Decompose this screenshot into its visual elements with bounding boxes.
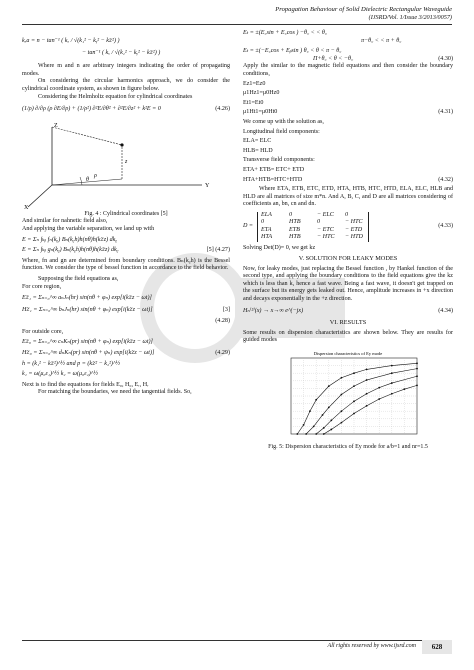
label-z: Z <box>54 122 58 129</box>
boundary-condition: Ez1=Ez0 <box>243 80 266 87</box>
paragraph: On considering the circular harmonics approach, we do consider the cylindrical coordinate system, as shown in figure below. <box>22 78 230 92</box>
paragraph: For outside core, <box>22 328 64 335</box>
data-point <box>323 433 325 435</box>
equation-ka-2: − tan⁻¹ ( kₓ / √(k₁² − kᵧ² − k𝑧²) ) <box>82 49 161 56</box>
paragraph: Next is to find the equations for fields E₀, H₀, Eᵣ, Hᵣ <box>22 381 149 388</box>
page-number: 628 <box>422 640 452 654</box>
data-point <box>416 368 418 370</box>
data-point <box>303 424 305 426</box>
equation-E1: E = Σₙ ∫ₖᵦ fₙ(kᵨ) Bₙ(kᵨh)h(nθ)h(k𝑧z) dkᵨ <box>22 236 118 243</box>
paragraph: Longitudinal field components: <box>243 128 320 135</box>
data-point <box>366 369 368 371</box>
theta-arc <box>80 177 82 185</box>
section-heading-results: VI. RESULTS <box>329 319 367 327</box>
paragraph: Supposing the field equations as, <box>38 275 119 282</box>
data-point <box>296 433 298 435</box>
data-point <box>416 384 418 386</box>
paragraph: We come up with the solution as, <box>243 118 324 125</box>
paragraph: Solving Det(D)= 0, we get kz <box>243 244 316 251</box>
matrix-D-body <box>257 212 369 242</box>
data-point <box>391 382 393 384</box>
matrix-D-equation: D = ELA 0 − ELC 0 0 HTB 0 − HTC ETA ETB − ETC − ETD HTA HTB − HTC − HTD (4.33) <box>243 211 453 241</box>
data-point <box>315 433 317 435</box>
label-theta: θ <box>86 176 89 183</box>
cylindrical-coordinates-diagram <box>22 119 230 211</box>
paragraph: And similar for nahnetic field also, <box>22 218 108 225</box>
figure-5-caption: Fig. 5: Dispersion characteristics of Ey mode for a/b=1 and nr=1.5 <box>268 444 428 451</box>
data-point <box>378 398 380 400</box>
data-point <box>341 377 343 379</box>
paragraph: Where, fn and gn are determined from boundary conditions. Bₙ(kᵨh) is the Bessel function. We consider the type of bessel function in accordance to the field behavior. <box>22 257 230 272</box>
data-point <box>353 400 355 402</box>
boundary-condition: μ1Hz1=μ0Hz0 <box>243 90 280 97</box>
footer-rights: All rights reserved by www.ijsrd.com <box>327 643 416 649</box>
data-point <box>341 410 343 412</box>
data-point <box>391 393 393 395</box>
x-axis <box>28 185 52 207</box>
paragraph: Transverse field components: <box>243 157 315 164</box>
data-point <box>341 394 343 396</box>
boundary-condition: Et1=Et0 <box>243 99 264 106</box>
data-point <box>313 426 315 428</box>
top-projection <box>52 127 122 145</box>
right-column <box>243 30 453 452</box>
equation-Ez1: E𝑧₁ = Σₙ₌₀^∞ aₙJₙ(hr) sin(nθ + φₙ) exp[i(k𝑧z − ωt)] <box>22 295 152 302</box>
paragraph: For matching the boundaries, we need the tangential fields. So, <box>38 389 192 396</box>
longitudinal-component: ELA= ELC <box>243 138 272 145</box>
equation-ka: kₓa = n − tan⁻¹ ( kₓ / √(k₁² − kᵧ² − k𝑧²) ) <box>22 38 120 44</box>
matrix-row: 0 HTB 0 − HTC <box>261 219 363 226</box>
longitudinal-component: HLB= HLD <box>243 147 273 154</box>
equation-4-34: Hₙ⁽²⁾(x) → x→∞ e^(−jx) (4.34) <box>243 307 453 314</box>
data-point <box>323 427 325 429</box>
header-journal: (IJSRD/Vol. 1/Issue 3/2013/0057) <box>368 14 452 21</box>
data-point <box>341 422 343 424</box>
data-point <box>322 414 324 416</box>
data-point <box>366 405 368 407</box>
data-point <box>305 433 307 435</box>
dispersion-chart <box>273 348 423 444</box>
data-point <box>353 385 355 387</box>
data-point <box>330 429 332 431</box>
data-point <box>416 375 418 377</box>
matrix-row: ETA ETB − ETC − ETD <box>261 226 363 233</box>
data-point <box>366 393 368 395</box>
paragraph: Apply the similar to the magnetic field equations and then consider the boundary conditions, <box>243 63 453 77</box>
equation-Et1: Eₜ = ±(E꜀sin + E꜀cos ) −θ꜀ < < θ꜀ <box>243 30 327 36</box>
matrix-D: D = ELA 0 − ELC 0 0 HTB 0 − HTC ETA ETB − ETC − ETD HTA HTB − HTC − HTD <box>243 212 369 242</box>
data-point <box>328 407 330 409</box>
label-y: Y <box>205 182 210 189</box>
label-x: X <box>24 204 29 211</box>
equation-E2: E = Σₙ ∫ₖᵦ gₙ(kᵨ) Bₙ(kᵨh)h(nθ)h(k𝑧z) dkᵨ [5] (4.27) <box>22 247 230 254</box>
data-point <box>391 372 393 374</box>
label-z-small: z <box>125 158 128 165</box>
data-point <box>353 413 355 415</box>
header-title: Propagation Behaviour of Solid Dielectric Rectangular Waveguide <box>275 6 452 13</box>
paragraph: Considering the Helmholtz equation for cylindrical coordinates <box>38 93 193 100</box>
equation-Et1-range: π−θ꜀ < < π + θ꜀ <box>361 37 402 44</box>
paragraph: Now, for leaky modes, just replacing the Bessel function , by Hankel function of the second type, and applying the boundary conditions to the field equations give the kz which is less than k, hence a fast wave. Being a fast wave, it doesn't get trapped on the surface but its energy gets leaked out. Hence, amplitude increases in +x direction and decays exponentially in the +z direction. <box>243 265 453 303</box>
transverse-component-row: HTA+HTB=HTC+HTD (4.32) <box>243 176 453 183</box>
paragraph: And applying the variable separation, we land up with <box>22 225 155 232</box>
data-point <box>378 387 380 389</box>
matrix-row: HTA HTB − HTC − HTD <box>261 234 363 241</box>
data-point <box>391 365 393 367</box>
data-point <box>353 372 355 374</box>
footer-rule <box>22 640 452 641</box>
matrix-row: ELA 0 − ELC 0 <box>261 211 349 218</box>
data-point <box>404 388 406 390</box>
equation-Et2: Eₜ = ±(−E꜀cos + Eᵦsin ) θ꜀ < θ < π − θ꜀ <box>243 48 342 55</box>
figure-4-caption: Fig. 4 : Cylindrical coordinates [5] <box>84 210 168 217</box>
chart-title: Dispersion characteristics of Ey mode <box>313 351 383 357</box>
figure-5 <box>243 348 453 444</box>
paragraph: Where ETA, ETB, ETC, ETD, HTA, HTB, HTC, HTD, ELA, ELC, HLB and HLD are all matrices of size m*n. And A, B, C, and D are all matrices considering of coefficients an, bn, cn and dn. <box>243 186 453 208</box>
data-point <box>330 419 332 421</box>
equation-Et2-range: Π+θ꜀ < θ < −θ꜀ (4.30) <box>313 55 453 62</box>
header-rule <box>22 24 452 25</box>
equation-Hz0: H𝑧₀ = Σₙ₌₀^∞ dₙKₙ(pr) sin(nθ + ψₙ) exp[i(k𝑧z − ωt)] (4.29) <box>22 350 230 357</box>
paragraph: Some results on dispersion characteristics are shown below. They are results for guided modes <box>243 329 453 344</box>
data-point <box>328 385 330 387</box>
left-column <box>22 30 230 397</box>
equation-Ez0: E𝑧₀ = Σₙ₌₀^∞ cₙKₙ(pr) sin(nθ + φₙ) exp[i(k𝑧z − ωt)] <box>22 339 153 346</box>
transverse-component: ETA+ ETB= ETC+ ETD <box>243 166 305 173</box>
data-point <box>416 362 418 364</box>
figure-cylindrical-coordinates <box>22 119 230 211</box>
data-point <box>315 399 317 401</box>
equation-k1-k2: k₁ = ω(μ₀ε₁)^½ k₂ = ω(μ₀ε₂)^½ <box>22 371 98 378</box>
paragraph: Where m and n are arbitrary integers indicating the order of propagating modes. <box>22 63 230 77</box>
data-point <box>309 410 311 412</box>
section-heading-leaky-modes: V. SOLUTION FOR LEAKY MODES <box>298 255 398 263</box>
point-marker <box>120 143 123 146</box>
data-point <box>366 379 368 381</box>
page-header <box>275 6 452 22</box>
paragraph: For core region, <box>22 283 62 290</box>
boundary-condition-row: μ1Ht1=μ0Ht0 (4.31) <box>243 109 453 116</box>
equation-h-p: h = (k₁² − k𝑧²)^½ and p = (k𝑧² − k₂²)^½ <box>22 360 121 367</box>
label-rho: ρ <box>94 172 97 179</box>
equation-number-4-28: (4.28) <box>215 318 230 325</box>
equation-4-26: (1/ρ) ∂/∂ρ (ρ ∂E/∂ρ) + (1/ρ²) ∂²E/∂θ² + ∂²E/∂z² + k²E = 0 (4.26) <box>22 106 230 113</box>
equation-Hz1: H𝑧₁ = Σₙ₌₀^∞ bₙJₙ(hr) sin(nθ + φₙ) exp[i(k𝑧z − ωt)] [3] <box>22 306 230 313</box>
